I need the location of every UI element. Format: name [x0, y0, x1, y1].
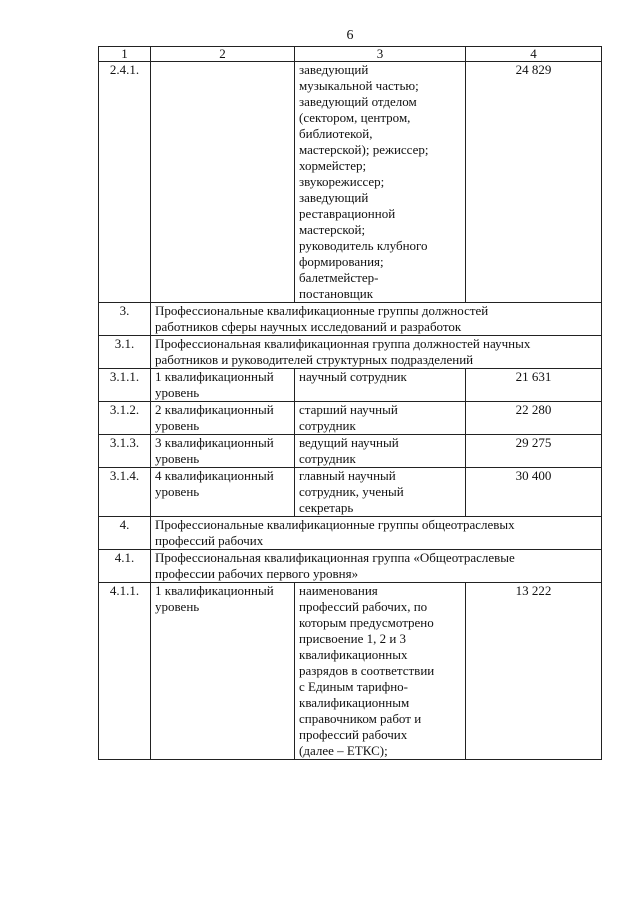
header-cell-2: 2: [151, 47, 295, 62]
row-number: 3.1.3.: [99, 435, 151, 468]
table-row: [99, 583, 602, 760]
group-title: Профессиональные квалификационные группы должностей работников сферы научных исследований и разработок: [151, 303, 602, 336]
group-row: [99, 303, 602, 336]
row-number: 3.: [99, 303, 151, 336]
qualification-level: [151, 62, 295, 303]
row-number: 4.1.1.: [99, 583, 151, 760]
position-names: научный сотрудник: [295, 369, 466, 402]
salary-value: 13 222: [466, 583, 602, 760]
salary-value: 24 829: [466, 62, 602, 303]
qualification-level: 2 квалификационный уровень: [151, 402, 295, 435]
position-names: заведующий музыкальной частью; заведующий отделом (сектором, центром, библиотекой, мастерской); режиссер; хормейстер; звукорежиссер; заведующий реставрационной мастерской; руководитель клубного формирования; балетмейстер- постановщик: [295, 62, 466, 303]
table-row: [99, 435, 602, 468]
salary-value: 29 275: [466, 435, 602, 468]
qualification-level: 4 квалификационный уровень: [151, 468, 295, 517]
salary-value: 21 631: [466, 369, 602, 402]
qualification-level: 1 квалификационный уровень: [151, 369, 295, 402]
row-number: 4.: [99, 517, 151, 550]
group-row: [99, 517, 602, 550]
table-header-row: [99, 47, 602, 62]
row-number: 3.1.: [99, 336, 151, 369]
table-row: [99, 402, 602, 435]
table-row: [99, 468, 602, 517]
position-names: ведущий научный сотрудник: [295, 435, 466, 468]
salary-table: [98, 46, 602, 760]
table-body: [99, 47, 602, 760]
group-row: [99, 550, 602, 583]
group-row: [99, 336, 602, 369]
position-names: главный научный сотрудник, ученый секретарь: [295, 468, 466, 517]
header-cell-1: 1: [99, 47, 151, 62]
row-number: 2.4.1.: [99, 62, 151, 303]
row-number: 3.1.2.: [99, 402, 151, 435]
header-cell-3: 3: [295, 47, 466, 62]
table-row: [99, 369, 602, 402]
qualification-level: 1 квалификационный уровень: [151, 583, 295, 760]
qualification-level: 3 квалификационный уровень: [151, 435, 295, 468]
salary-value: 22 280: [466, 402, 602, 435]
position-names: старший научный сотрудник: [295, 402, 466, 435]
group-title: Профессиональная квалификационная группа должностей научных работников и руководителей структурных подразделений: [151, 336, 602, 369]
table-row: [99, 62, 602, 303]
position-names: наименования профессий рабочих, по которым предусмотрено присвоение 1, 2 и 3 квалификационных разрядов в соответствии с Единым тарифно- квалификационным справочником работ и профессий рабочих (далее – ЕТКС);: [295, 583, 466, 760]
header-cell-4: 4: [466, 47, 602, 62]
group-title: Профессиональная квалификационная группа «Общеотраслевые профессии рабочих первого уровня»: [151, 550, 602, 583]
row-number: 3.1.1.: [99, 369, 151, 402]
row-number: 3.1.4.: [99, 468, 151, 517]
salary-value: 30 400: [466, 468, 602, 517]
page-number: 6: [346, 28, 354, 43]
group-title: Профессиональные квалификационные группы общеотраслевых профессий рабочих: [151, 517, 602, 550]
row-number: 4.1.: [99, 550, 151, 583]
